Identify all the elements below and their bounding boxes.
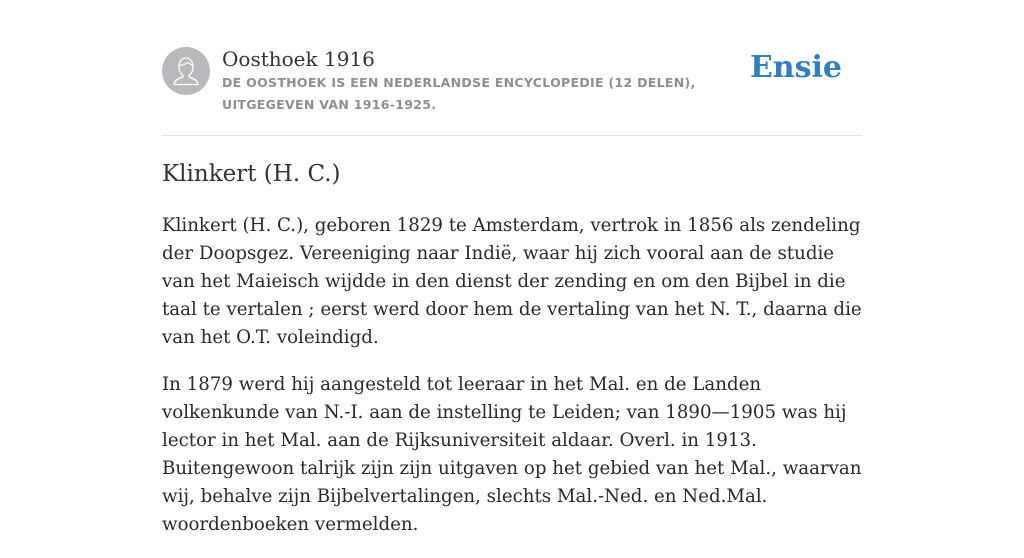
page [162, 0, 862, 535]
source-avatar[interactable] [162, 47, 210, 95]
user-silhouette-icon [162, 47, 210, 95]
entry-title: Klinkert (H. C.) [162, 161, 341, 187]
entry-paragraph: Klinkert (H. C.), geboren 1829 te Amsterdam, vertrok in 1856 als zendeling der Doopsgez. Vereeniging naar Indië, waar hij zich vooral aan de studie van het Maieisch wijdde in den dienst der zending en om den Bijbel in die taal te vertalen ; eerst werd door hem de vertaling van het N. T., daarna die van het O.T. voleindigd. [162, 215, 862, 348]
entry-paragraph: In 1879 werd hij aangesteld tot leeraar in het Mal. en de Landen volkenkunde van N.-I. aan de instelling te Leiden; van 1890—1905 was hij lector in het Mal. aan de Rijksuniversiteit aldaar. Overl. in 1913. Buitengewoon talrijk zijn zijn uitgaven op het gebied van het Mal., waarvan wij, behalve zijn Bijbelvertalingen, slechts Mal.-Ned. en Ned.Mal. woordenboeken vermelden. [162, 374, 862, 535]
source-description: DE OOSTHOEK IS EEN NEDERLANDSE ENCYCLOPEDIE (12 DELEN), UITGEGEVEN VAN 1916-1925. [222, 75, 696, 112]
ensie-logo[interactable]: Ensie [749, 50, 842, 85]
source-title[interactable]: Oosthoek 1916 [222, 47, 375, 71]
source-header [162, 0, 862, 136]
entry-body [162, 212, 867, 558]
